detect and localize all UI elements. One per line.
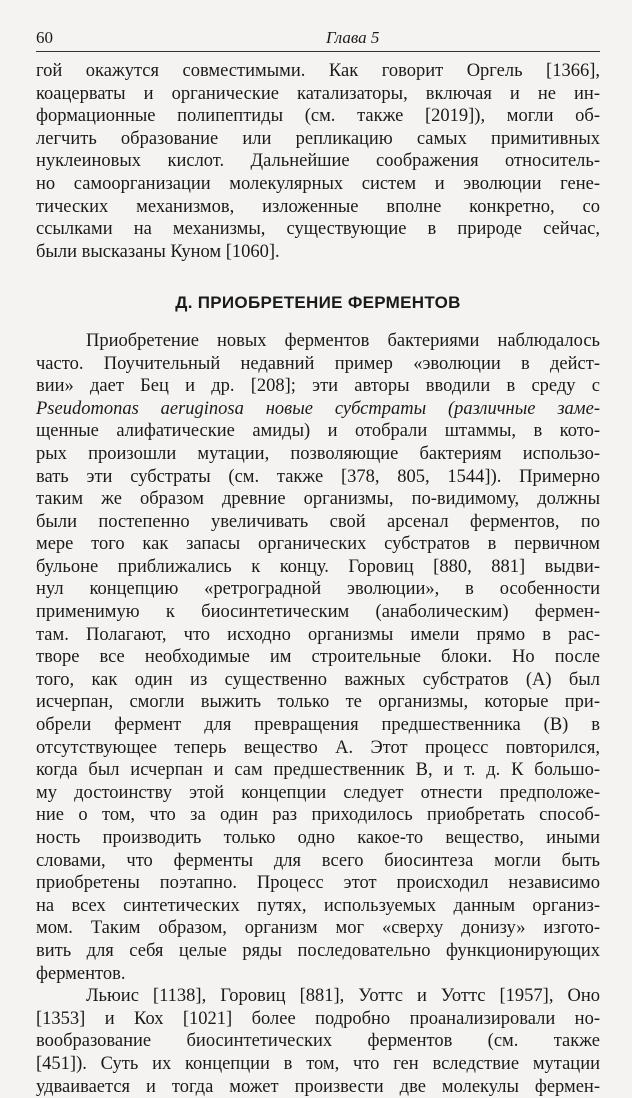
text-line: ность производить только одно какое-то вещество, иными — [36, 828, 600, 848]
text-line: были высказаны Куном [1060]. — [36, 241, 280, 262]
text-line: Приобретение новых ферментов бактериями наблюдалось — [86, 330, 600, 351]
paragraph-2 — [36, 330, 600, 985]
text-line: когда был исчерпан и сам предшественник В, и т. д. К большо- — [36, 760, 600, 781]
page-body — [36, 60, 600, 1098]
text-line: творе все необходимые им строительные блоки. Но после — [36, 647, 600, 668]
text-line: вии» дает Бец и др. [208]; эти авторы вводили в среду с — [36, 376, 600, 397]
text-line: [1353] и Кох [1021] более подробно проанализировали но- — [36, 1008, 600, 1029]
text-line: тических механизмов, изложенные вполне конкретно, со — [36, 196, 600, 217]
text-line: гой окажутся совместимыми. Как говорит Оргель [1366], — [36, 61, 600, 81]
text-line: Pseudomonas aeruginosa новые субстраты (различные заме- — [36, 398, 600, 419]
text-line: обрели фермент для превращения предшественника (В) в — [36, 715, 600, 736]
section-title: Д. ПРИОБРЕТЕНИЕ ФЕРМЕНТОВ — [175, 293, 461, 313]
text-line: нуклеиновых кислот. Дальнейшие соображения относитель- — [36, 151, 600, 172]
text-line: приобретены поэтапно. Процесс этот происходил независимо — [36, 873, 600, 894]
text-line: на всех синтетических путях, используемых данным организ- — [36, 895, 600, 916]
text-line: исчерпан, смогли выжить только те организмы, которые при- — [36, 692, 600, 713]
paragraph-1 — [36, 60, 600, 263]
text-line: были постепенно увеличивать свой арсенал ферментов, по — [36, 511, 600, 532]
text-line: формационные полипептиды (см. также [2019]), могли об- — [36, 106, 600, 127]
text-line: вообразование биосинтетических ферментов (см. также — [36, 1031, 600, 1052]
text-line: му достоинству этой концепции следует отнести предположе- — [36, 782, 600, 803]
text-line: того, как один из существенно важных субстратов (А) был — [36, 669, 600, 690]
text-line: мере того как запасы органических субстратов в первичном — [36, 534, 600, 555]
text-line: Льюис [1138], Горовиц [881], Уоттс и Уоттс [1957], Оно — [86, 986, 600, 1007]
text-line: легчить образование или репликацию самых примитивных — [36, 128, 600, 149]
text-line: часто. Поучительный недавний пример «эволюции в дейст- — [36, 353, 600, 374]
page-number: 60 — [36, 28, 53, 47]
text-line: коацерваты и органические катализаторы, включая и не ин- — [36, 83, 600, 104]
text-line: удваивается и тогда может произвести две молекулы фермен- — [36, 1076, 600, 1097]
text-line: отсутствующее теперь вещество А. Этот процесс повторился, — [36, 737, 600, 758]
text-line: там. Полагают, что исходно организмы имели прямо в рас- — [36, 624, 600, 645]
text-line: словами, что ферменты для всего биосинтеза могли быть — [36, 850, 600, 871]
text-line: применимую к биосинтетическим (анаболическим) фермен- — [36, 602, 600, 623]
text-line: ферментов. — [36, 963, 126, 984]
text-line: щенные алифатические амиды) и отобрали штаммы, в кото- — [36, 421, 600, 442]
text-line: вить для себя целые ряды последовательно функционирующих — [36, 940, 600, 961]
paragraph-3 — [36, 985, 600, 1098]
text-line: таким же образом древние организмы, по-видимому, должны — [36, 489, 600, 510]
text-line: рых произошли мутации, позволяющие бактериям использо- — [36, 443, 600, 464]
text-line: нул концепцию «ретроградной эволюции», в особенности — [36, 579, 600, 600]
text-line: но самоорганизации молекулярных систем и эволюции гене- — [36, 173, 600, 194]
text-line: ссылками на механизмы, существующие в природе сейчас, — [36, 219, 600, 240]
chapter-title: Глава 5 — [326, 28, 380, 47]
text-line: бульоне приближались к концу. Горовиц [880, 881] выдви- — [36, 556, 600, 577]
text-line: вать эти субстраты (см. также [378, 805, 1544]). Примерно — [36, 466, 600, 487]
text-line: [451]). Суть их концепции в том, что ген вследствие мутации — [36, 1053, 600, 1074]
text-line: мом. Таким образом, организм мог «сверху донизу» изгото- — [36, 918, 600, 939]
page-header — [36, 27, 600, 52]
text-line: ние о том, что за один раз приходилось приобретать способ- — [36, 805, 600, 826]
